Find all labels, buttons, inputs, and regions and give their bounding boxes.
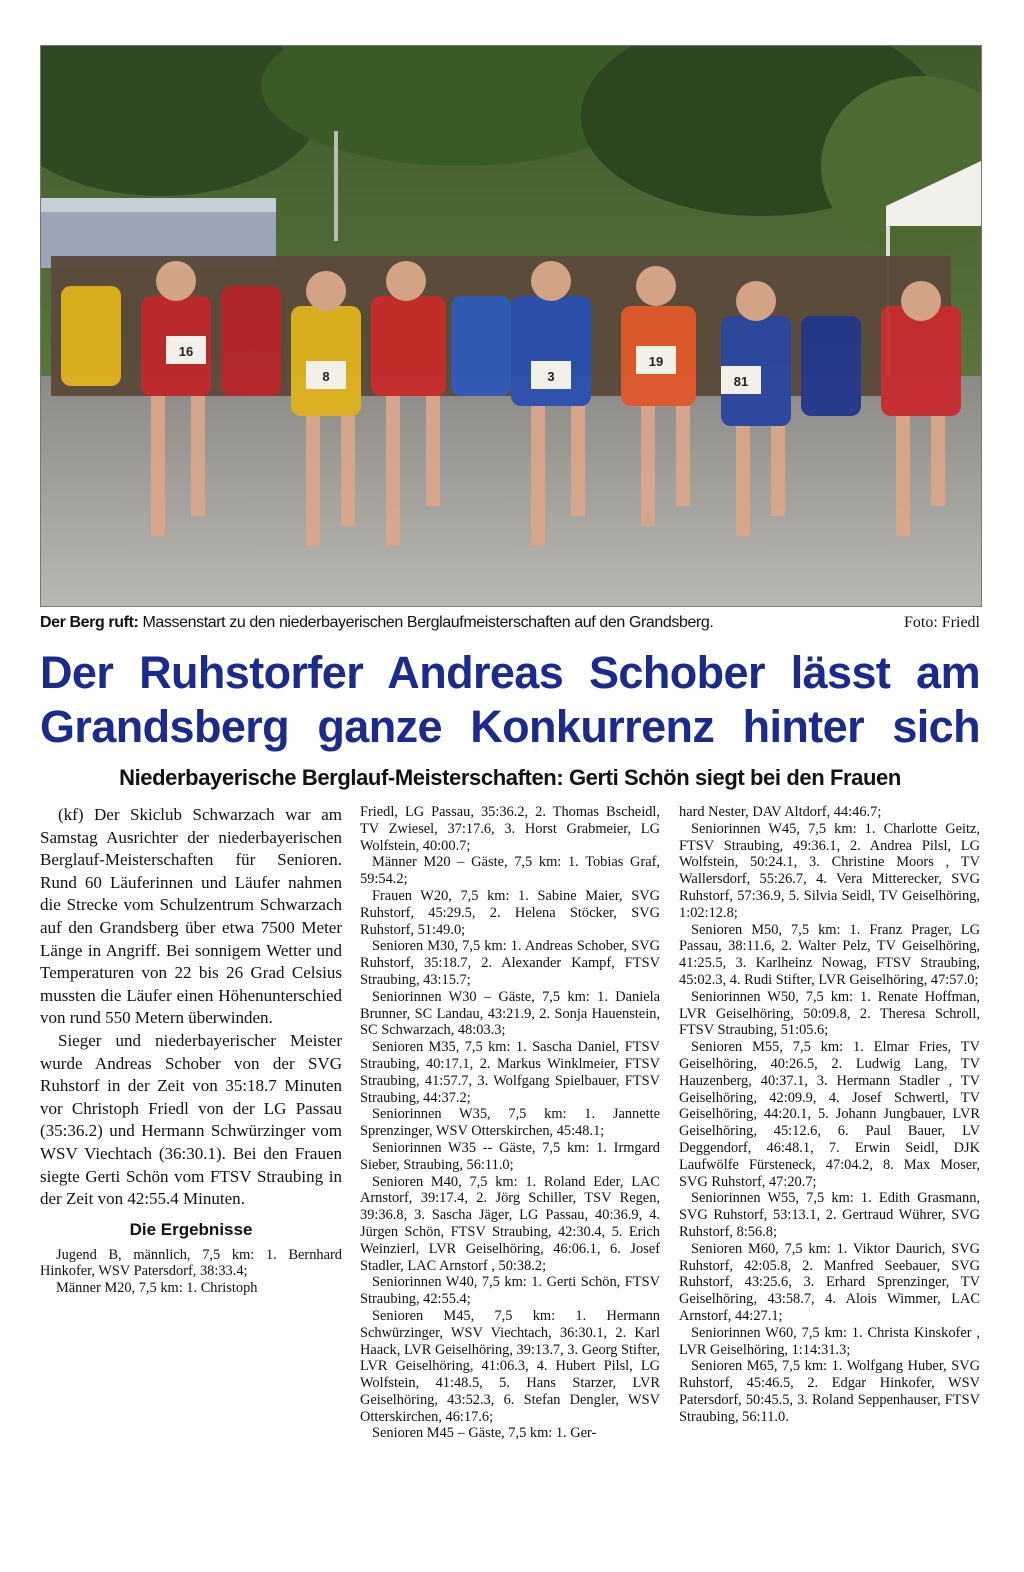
result-entry: Frauen W20, 7,5 km: 1. Sabine Maier, SVG Ruhstorf, 45:29.5, 2. Helena Stöcker, SVG Ruhstorf, 51:49.0; — [360, 887, 660, 938]
result-entry: Seniorinnen W60, 7,5 km: 1. Christa Kinskofer , LVR Geiselhöring, 1:14:31.3; — [679, 1324, 980, 1358]
results-heading: Die Ergebnisse — [129, 1219, 253, 1239]
result-entry: Seniorinnen W45, 7,5 km: 1. Charlotte Geitz, FTSV Straubing, 49:36.1, 2. Andrea Pilsl, LG Wolfstein, 50:24.1, 3. Christine Moors , TV Wallersdorf, 55:26.7, 4. Vera Mitterecker, SVG Ruhstorf, 57:36.9, 5. Silvia Seidl, TV Geiselhöring, 1:02:12.8; — [679, 820, 980, 921]
headline — [40, 646, 980, 754]
article-column-3 — [679, 804, 980, 1544]
result-entry: Männer M20 – Gäste, 7,5 km: 1. Tobias Graf, 59:54.2; — [360, 854, 660, 888]
article-paragraph: (kf) Der Skiclub Schwarzach war am Samstag Ausrichter der niederbayerischen Berglauf-Meisterschaften für Senioren. Rund 60 Läuferinnen und Läufer nahmen die Strecke vom Schulzentrum Schwarzach auf den Grandsberg über etwa 7500 Meter Länge in Angriff. Bei sonnigem Wetter und Temperaturen von 22 bis 26 Grad Celsius mussten die Läufer einen Höhenunterschied von rund 550 Metern überwinden. — [40, 805, 342, 1028]
result-entry: Männer M20, 7,5 km: 1. Christoph — [56, 1280, 258, 1297]
caption-text: Massenstart zu den niederbayerischen Berglaufmeisterschaften auf den Grandsberg. — [138, 614, 714, 631]
result-entry: Senioren M35, 7,5 km: 1. Sascha Daniel, FTSV Straubing, 40:17.1, 2. Markus Winklmeier, FTSV Straubing, 41:57.7, 3. Wolfgang Spielbauer, FTSV Straubing, 44:37.2; — [360, 1039, 660, 1106]
race-start-photo — [40, 45, 982, 607]
result-entry: Seniorinnen W40, 7,5 km: 1. Gerti Schön, FTSV Straubing, 42:55.4; — [360, 1274, 660, 1308]
bib-number: 19 — [648, 354, 664, 369]
bib-number: 8 — [322, 369, 330, 384]
headline-line-1: Der Ruhstorfer Andreas Schober lässt am — [40, 647, 980, 698]
result-entry: Seniorinnen W50, 7,5 km: 1. Renate Hoffman, LVR Geiselhöring, 50:09.8, 2. Theresa Schroll, FTSV Straubing, 51:05.6; — [679, 988, 980, 1039]
result-entry: hard Nester, DAV Altdorf, 44:46.7; — [679, 804, 882, 820]
article-paragraph: Sieger und niederbayerischer Meister wurde Andreas Schober von der SVG Ruhstorf in der Zeit von 35:18.7 Minuten vor Christoph Friedl von der LG Passau (35:36.2) und Hermann Schwürzinger vom WSV Viechtach (36:30.1). Bei den Frauen siegte Gerti Schön vom FTSV Straubing in der Zeit von 42:55.4 Minuten. — [40, 1030, 342, 1209]
bib-number: 3 — [547, 369, 555, 384]
result-entry: Senioren M40, 7,5 km: 1. Roland Eder, LAC Arnstorf, 39:17.4, 2. Jörg Schiller, TSV Regen, 39:36.8, 3. Sascha Jäger, LG Passau, 40:36.9, 4. Jürgen Schön, FTSV Straubing, 42:30.4, 5. Erich Weinzierl, LVR Geiselhöring, 46:06.1, 6. Josef Stadler, LAC Arnstorf , 50:38.2; — [360, 1173, 660, 1274]
result-entry: Senioren M45 – Gäste, 7,5 km: 1. Ger- — [372, 1425, 597, 1442]
result-entry: Senioren M50, 7,5 km: 1. Franz Prager, LG Passau, 38:11.6, 2. Walter Pelz, TV Geiselhöring, 41:25.5, 3. Karlheinz Nowag, FTSV Straubing, 45:02.3, 4. Rudi Stifter, LVR Geiselhöring, 47:57.0; — [679, 921, 980, 988]
result-entry: Senioren M45, 7,5 km: 1. Hermann Schwürzinger, WSV Viechtach, 36:30.1, 2. Karl Haack, LVR Geiselhöring, 39:13.7, 3. Georg Stifter, LVR Geiselhöring, 41:06.3, 4. Hubert Pilsl, LG Wolfstein, 41:48.5, 5. Hans Starzer, LVR Geiselhöring, 43:52.3, 6. Stefan Dengler, WSV Otterskirchen, 46:17.6; — [360, 1307, 660, 1425]
photo-caption — [40, 614, 713, 632]
article-column-2 — [360, 804, 660, 1544]
result-entry: Seniorinnen W35 -- Gäste, 7,5 km: 1. Irmgard Sieber, Straubing, 56:11.0; — [360, 1139, 660, 1173]
caption-lead: Der Berg ruft: — [40, 614, 139, 631]
photo-illustration — [41, 46, 981, 606]
result-entry: Friedl, LG Passau, 35:36.2, 2. Thomas Bscheidl, TV Zwiesel, 37:17.6, 3. Horst Grabmeier, LG Wolfstein, 40:00.7; — [360, 804, 660, 854]
article-column-1 — [40, 804, 342, 1544]
result-entry: Seniorinnen W55, 7,5 km: 1. Edith Grasmann, SVG Ruhstorf, 53:13.1, 2. Gertraud Wührer, SVG Ruhstorf, 8:56.8; — [679, 1190, 980, 1240]
photo-credit: Foto: Friedl — [903, 614, 980, 631]
result-entry: Senioren M30, 7,5 km: 1. Andreas Schober, SVG Ruhstorf, 35:18.7, 2. Alexander Kampf, FTSV Straubing, 43:15.7; — [360, 938, 660, 988]
subheadline: Niederbayerische Berglauf-Meisterschaften: Gerti Schön siegt bei den Frauen — [119, 765, 901, 790]
result-entry: Jugend B, männlich, 7,5 km: 1. Bernhard Hinkofer, WSV Patersdorf, 38:33.4; — [40, 1246, 342, 1280]
result-entry: Seniorinnen W30 – Gäste, 7,5 km: 1. Daniela Brunner, SC Landau, 43:21.9, 2. Sonja Hauenstein, SC Schwarzach, 48:03.3; — [360, 988, 660, 1039]
bib-number: 16 — [178, 344, 194, 359]
result-entry: Seniorinnen W35, 7,5 km: 1. Jannette Sprenzinger, WSV Otterskirchen, 45:48.1; — [360, 1106, 660, 1140]
headline-line-2: Grandsberg ganze Konkurrenz hinter sich — [40, 701, 980, 752]
photo-caption-row — [40, 614, 980, 638]
bib-number: 81 — [733, 374, 749, 389]
result-entry: Senioren M60, 7,5 km: 1. Viktor Daurich, SVG Ruhstorf, 42:05.8, 2. Manfred Seebauer, SVG Ruhstorf, 43:25.6, 3. Erhard Sprenzinger, TV Geiselhöring, 43:58.7, 4. Alois Wimmer, LAC Arnstorf, 44:27.1; — [679, 1240, 980, 1324]
result-entry: Senioren M55, 7,5 km: 1. Elmar Fries, TV Geiselhöring, 40:26.5, 2. Ludwig Lang, TV Hauzenberg, 40:37.1, 3. Hermann Stadler , TV Geiselhöring, 42:09.9, 4. Josef Schwertl, TV Geiselhöring, 44:20.1, 5. Johann Jungbauer, LVR Geiselhöring, 45:12.6, 6. Paul Bauer, LV Deggendorf, 46:48.1, 7. Erwin Seidl, DJK Laufwölfe Fürsteneck, 47:04.2, 8. Max Moser, SVG Ruhstorf, 47:20.7; — [679, 1039, 980, 1190]
result-entry: Senioren M65, 7,5 km: 1. Wolfgang Huber, SVG Ruhstorf, 45:46.5, 2. Edgar Hinkofer, WSV Patersdorf, 50:45.5, 3. Roland Seppenhauser, FTSV Straubing, 56:11.0. — [679, 1358, 980, 1425]
